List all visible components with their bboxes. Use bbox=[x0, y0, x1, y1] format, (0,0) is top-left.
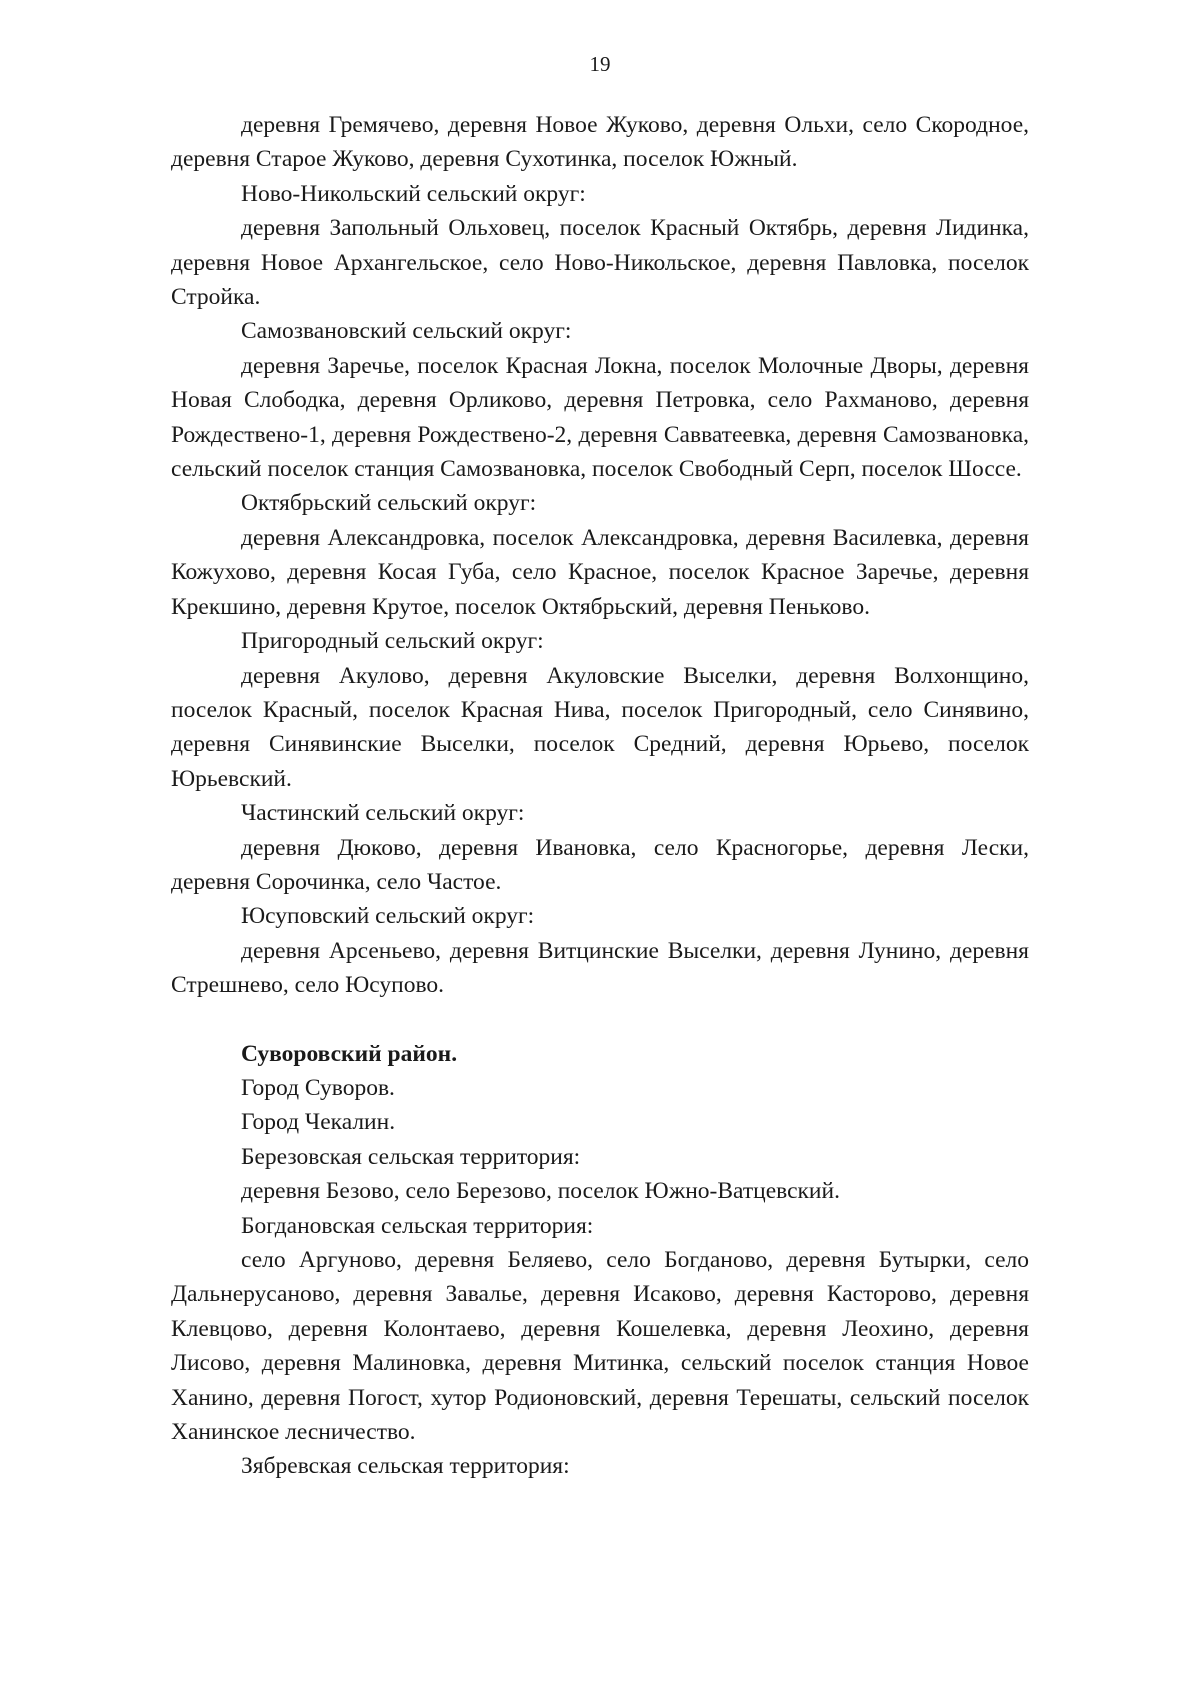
district-heading: Самозвановский сельский округ: bbox=[241, 318, 572, 345]
settlement-list-paragraph: село Аргуново, деревня Беляево, село Богданово, деревня Бутырки, село Дальнерусаново, деревня Завалье, деревня Исаково, деревня Касторово, деревня Клевцово, деревня Колонтаево, деревня Кошелевка, деревня Леохино, деревня Лисово, деревня Малиновка, деревня Митинка, сельский поселок станция Новое Ханино, деревня Погост, хутор Родионовский, деревня Терешаты, сельский поселок Ханинское лесничество. bbox=[171, 1247, 1029, 1446]
city-line: Город Чекалин. bbox=[241, 1109, 396, 1136]
document-body bbox=[171, 108, 1029, 1484]
district-heading: Ново-Никольский сельский округ: bbox=[241, 180, 586, 207]
region-heading: Суворовский район. bbox=[241, 1040, 458, 1067]
territory-heading: Богдановская сельская территория: bbox=[241, 1212, 594, 1239]
settlement-list-paragraph: деревня Гремячево, деревня Новое Жуково, деревня Ольхи, село Скородное, деревня Старое Жуково, деревня Сухотинка, поселок Южный. bbox=[171, 112, 1029, 173]
page-number: 19 bbox=[589, 52, 611, 76]
district-heading: Юсуповский сельский округ: bbox=[241, 903, 535, 930]
settlement-list-paragraph: деревня Дюково, деревня Ивановка, село Красногорье, деревня Лески, деревня Сорочинка, село Частое. bbox=[171, 834, 1029, 895]
settlement-list-paragraph: деревня Безово, село Березово, поселок Южно-Ватцевский. bbox=[241, 1178, 840, 1205]
territory-heading: Зябревская сельская территория: bbox=[241, 1453, 570, 1480]
section-gap bbox=[171, 1003, 1029, 1037]
settlement-list-paragraph: деревня Александровка, поселок Александровка, деревня Василевка, деревня Кожухово, деревня Косая Губа, село Красное, поселок Красное Заречье, деревня Крекшино, деревня Крутое, поселок Октябрьский, деревня Пеньково. bbox=[171, 524, 1029, 620]
district-heading: Октябрьский сельский округ: bbox=[241, 490, 537, 517]
district-heading: Пригородный сельский округ: bbox=[241, 628, 544, 655]
city-line: Город Суворов. bbox=[241, 1074, 395, 1101]
district-heading: Частинский сельский округ: bbox=[241, 800, 525, 827]
settlement-list-paragraph: деревня Запольный Ольховец, поселок Красный Октябрь, деревня Лидинка, деревня Новое Архангельское, село Ново-Никольское, деревня Павловка, поселок Стройка. bbox=[171, 215, 1029, 311]
territory-heading: Березовская сельская территория: bbox=[241, 1143, 581, 1170]
settlement-list-paragraph: деревня Арсеньево, деревня Витцинские Выселки, деревня Лунино, деревня Стрешнево, село Юсупово. bbox=[171, 937, 1029, 999]
settlement-list-paragraph: деревня Акулово, деревня Акуловские Выселки, деревня Волхонщино, поселок Красный, поселок Красная Нива, поселок Пригородный, село Синявино, деревня Синявинские Выселки, поселок Средний, деревня Юрьево, поселок Юрьевский. bbox=[171, 662, 1029, 792]
settlement-list-paragraph: деревня Заречье, поселок Красная Локна, поселок Молочные Дворы, деревня Новая Слободка, деревня Орликово, деревня Петровка, село Рахманово, деревня Рождествено-1, деревня Рождествено-2, деревня Савватеевка, деревня Самозвановка, сельский поселок станция Самозвановка, поселок Свободный Серп, поселок Шоссе. bbox=[171, 352, 1029, 483]
